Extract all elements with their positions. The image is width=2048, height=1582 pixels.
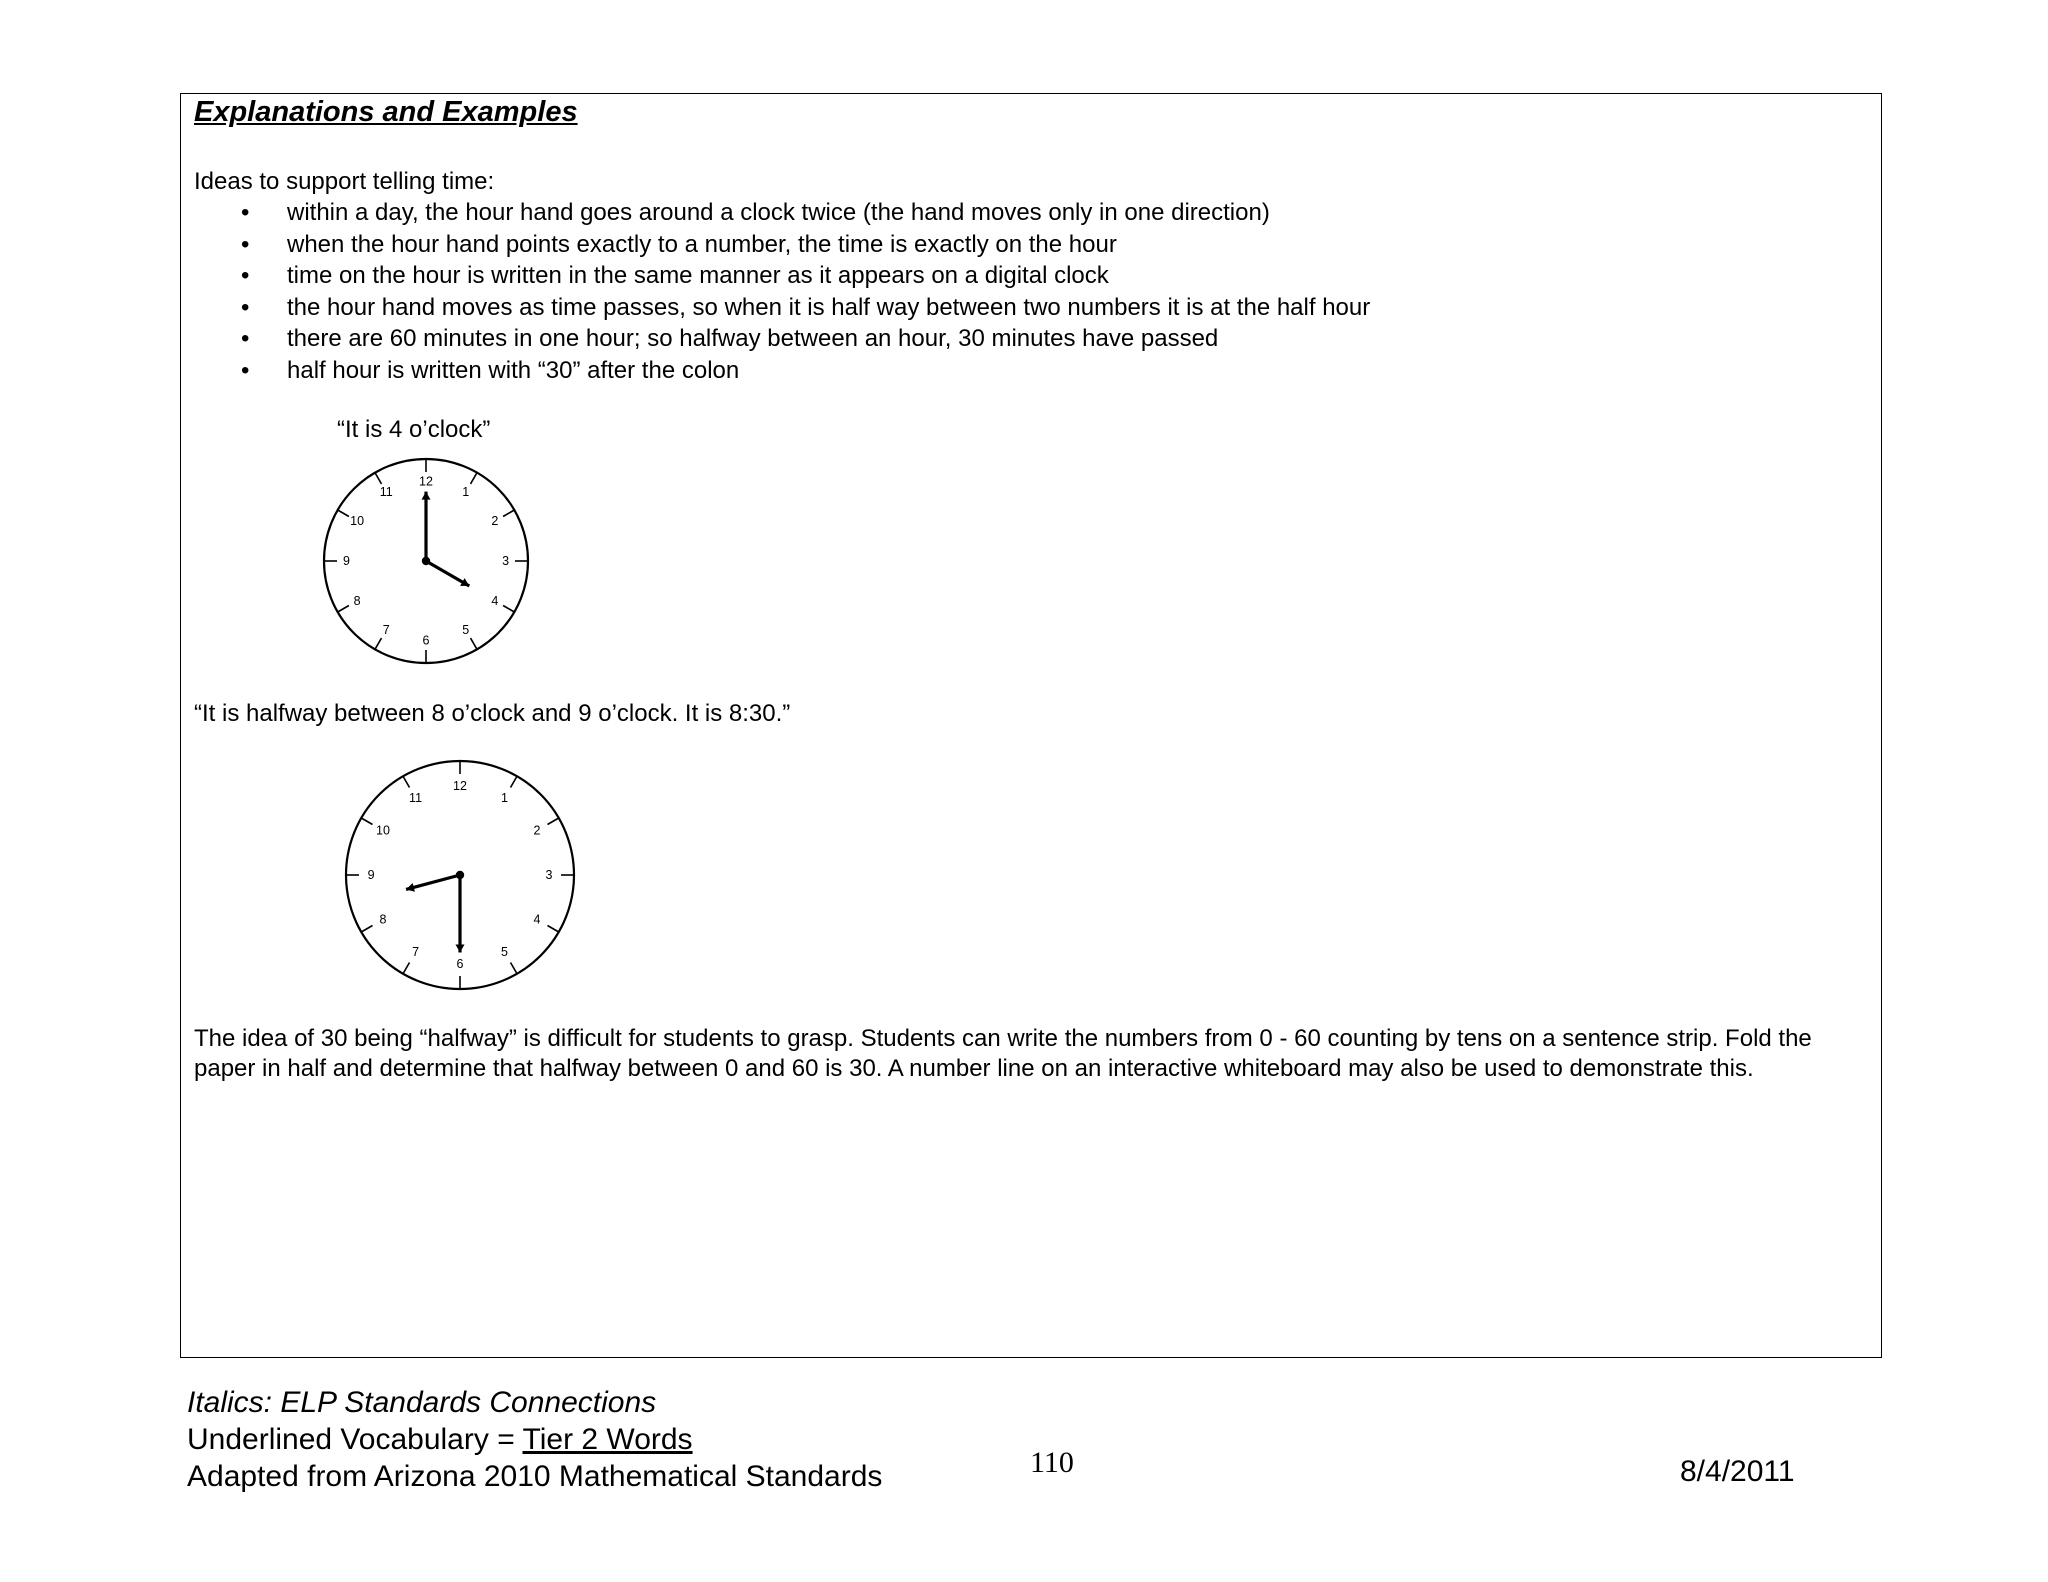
hour-tick	[403, 776, 410, 787]
hour-tick	[547, 926, 558, 933]
clock-numeral: 11	[379, 485, 393, 500]
footer-vocabulary-note	[187, 1421, 882, 1458]
hour-tick	[471, 473, 478, 484]
list-item: • half hour is written with “30” after the colon	[194, 355, 1370, 387]
clock-numeral: 7	[382, 622, 390, 637]
hour-tick	[375, 638, 382, 649]
clock-numeral: 4	[533, 912, 541, 927]
hour-tick	[375, 473, 382, 484]
clock-numeral: 9	[342, 554, 350, 568]
clock-numeral: 10	[376, 823, 390, 838]
page-number: 110	[1030, 1446, 1074, 1479]
list-item: • within a day, the hour hand goes around a clock twice (the hand moves only in one direction)	[194, 197, 1370, 229]
clock-center	[422, 557, 430, 565]
hour-tick	[361, 818, 372, 825]
hour-tick	[547, 818, 558, 825]
example1-caption: “It is 4 o’clock”	[337, 416, 491, 443]
hour-tick	[503, 510, 514, 517]
clock-numeral: 8	[353, 593, 361, 608]
clock-center	[456, 871, 464, 879]
section-heading: Explanations and Examples	[194, 96, 578, 128]
hour-hand	[406, 875, 460, 889]
clock-numeral: 6	[422, 633, 430, 648]
footer-italics-note: Italics: ELP Standards Connections	[187, 1386, 657, 1419]
clock-eight-thirty	[342, 757, 578, 993]
hour-tick	[338, 606, 349, 613]
clock-numeral: 3	[502, 554, 510, 568]
list-item: • the hour hand moves as time passes, so when it is half way between two numbers it is at the half hour	[194, 292, 1370, 324]
footer-tier2-words: Tier 2 Words	[522, 1423, 693, 1456]
example2-caption: “It is halfway between 8 o’clock and 9 o’clock. It is 8:30.”	[194, 700, 791, 727]
explanation-paragraph: The idea of 30 being “halfway” is difficult for students to grasp. Students can write the numbers from 0 - 60 counting by tens on a sentence strip. Fold the paper in half and determine that halfway between 0 and 60 is 30. A number line on an interactive whiteboard may also be used to demonstrate this.	[194, 1025, 1812, 1082]
hour-tick	[338, 510, 349, 517]
list-item: • time on the hour is written in the same manner as it appears on a digital clock	[194, 260, 1370, 292]
intro-text: Ideas to support telling time:	[194, 168, 495, 195]
hour-tick	[361, 926, 372, 933]
clock-numeral: 3	[545, 868, 553, 882]
hour-tick	[403, 962, 410, 973]
minute-hand-tip	[422, 492, 431, 500]
footer-vocabulary-label: Underlined Vocabulary =	[187, 1423, 523, 1456]
ideas-list	[194, 197, 1370, 387]
clock-numeral: 2	[533, 823, 541, 838]
clock-numeral: 9	[367, 868, 375, 882]
hour-tick	[511, 962, 518, 973]
clock-numeral: 12	[453, 779, 467, 794]
clock-four-oclock	[320, 455, 532, 667]
hour-tick	[471, 638, 478, 649]
clock-numeral: 6	[456, 956, 464, 971]
minute-hand-tip	[456, 945, 465, 953]
hour-tick	[503, 606, 514, 613]
clock-numeral: 2	[491, 514, 499, 529]
clock-numeral: 4	[491, 593, 499, 608]
clock-numeral: 7	[412, 945, 420, 960]
clock-numeral: 5	[462, 622, 470, 637]
list-item: • when the hour hand points exactly to a number, the time is exactly on the hour	[194, 229, 1370, 261]
document-date: 8/4/2011	[1680, 1455, 1795, 1488]
clock-numeral: 11	[409, 790, 423, 805]
footer-source-note: Adapted from Arizona 2010 Mathematical Standards	[187, 1460, 883, 1493]
footer-notes	[187, 1384, 882, 1495]
hour-tick	[511, 776, 518, 787]
clock-numeral: 10	[350, 514, 365, 529]
clock-numeral: 12	[419, 474, 433, 489]
clock-numeral: 1	[500, 790, 508, 805]
clock-numeral: 1	[462, 485, 470, 500]
list-item: • there are 60 minutes in one hour; so halfway between an hour, 30 minutes have passed	[194, 323, 1370, 355]
clock-numeral: 8	[379, 912, 387, 927]
clock-numeral: 5	[500, 945, 508, 960]
